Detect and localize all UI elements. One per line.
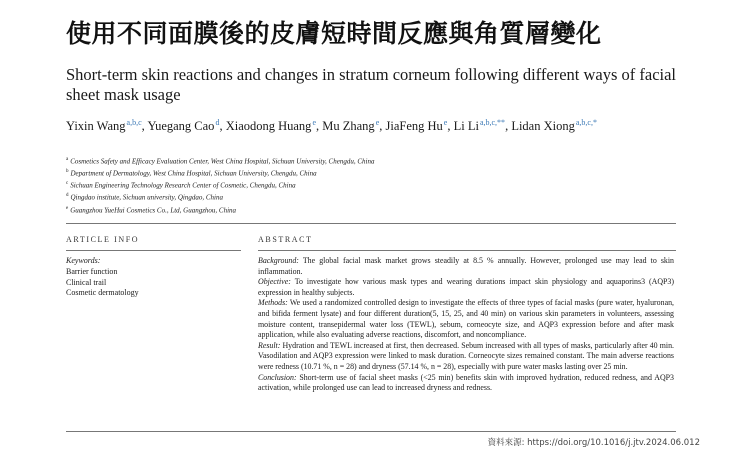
author: Lidan Xiong$^{a,b,c,*}$ — [511, 118, 597, 134]
keywords-heading: Keywords: — [66, 256, 101, 265]
footer-divider — [66, 431, 676, 432]
abstract-paragraph: Conclusion: Short-term use of facial sheet masks (<25 min) benefits skin with improved hydration, reduced redness, and AQP3 activation, while prolonged use can lead to increased dryness and redness. — [258, 372, 674, 393]
keyword: Barrier function — [66, 267, 118, 277]
author: Yixin Wang$^{a,b,c}$, — [66, 118, 145, 134]
chinese-title: 使用不同面膜後的皮膚短時間反應與角質層變化 — [66, 19, 602, 48]
author-affiliation-mark[interactable]: a,b,c,** — [479, 118, 506, 127]
affiliation: $^a$ Cosmetics Safety and Efficacy Evaluation Center, West China Hospital, Sichuan University, Chengdu, China — [66, 157, 375, 166]
author: JiaFeng Hu$^e$, — [385, 118, 451, 134]
affiliation-list — [66, 155, 666, 216]
affiliation: $^e$ Guangzhou YueHui Cosmetics Co., Ltd, Guangzhou, China — [66, 205, 237, 214]
abstract-text — [258, 256, 674, 394]
paper-title: Short-term skin reactions and changes in stratum corneum following different ways of facial sheet mask usage — [66, 65, 677, 104]
author: Yuegang Cao$^d$, — [147, 118, 223, 134]
author-affiliation-mark[interactable]: e — [312, 118, 316, 127]
abstract-label: Background: — [258, 256, 299, 265]
abstract-paragraph: Result: Hydration and TEWL increased at first, then decreased. Sebum increased with all types of masks, particularly after 40 min. Vasodilation and AQP3 expression were linked to mask duration. Corneocyte sizes remained constant. The main adverse reactions were redness (10.71 %, n = 28) and dryness (57.14 %, n = 28), especially with pure water masks lasting over 25 min. — [258, 340, 674, 371]
author-affiliation-mark[interactable]: a,b,c,* — [575, 118, 597, 127]
abstract-label: Objective: — [258, 277, 291, 287]
article-info-heading: ARTICLE INFO — [66, 235, 140, 244]
abstract-label: Result: — [258, 340, 281, 350]
keyword: Cosmetic dermatology — [66, 288, 139, 298]
keywords-block — [66, 256, 236, 299]
source-citation[interactable]: 資料來源: https://doi.org/10.1016/j.jtv.2024.06.012 — [487, 438, 700, 448]
abstract-paragraph: Background: The global facial mask market grows steadily at 8.5 % annually. However, prolonged use may lead to skin inflammation. — [258, 256, 674, 276]
author-affiliation-mark[interactable]: e — [443, 118, 448, 127]
abstract-label: Methods: — [258, 298, 288, 308]
author-affiliation-mark[interactable]: d — [215, 118, 220, 127]
abstract-paragraph: Objective: To investigate how various mask types and wearing durations impact skin physiology and aquaporins3 (AQP3) expression in healthy subjects. — [258, 277, 674, 297]
abstract-divider — [258, 250, 676, 251]
affiliation: $^b$ Department of Dermatology, West China Hospital, Sichuan University, Chengdu, China — [66, 169, 317, 178]
author-affiliation-mark[interactable]: e — [375, 118, 380, 127]
section-divider — [66, 223, 676, 224]
author: Li $Li^{a,b,c,**}$, — [453, 118, 509, 134]
keyword: Clinical trail — [66, 277, 107, 287]
author-list — [66, 115, 686, 134]
author: Xiaodong Huang$^e$, — [225, 118, 320, 134]
article-info-divider — [66, 250, 241, 251]
abstract-label: Conclusion: — [258, 372, 297, 382]
abstract-heading: ABSTRACT — [258, 235, 313, 244]
affiliation: $^d$ Qingdao institute, Sichuan university, Qingdao, China — [66, 193, 223, 202]
author-affiliation-mark[interactable]: a,b,c — [126, 118, 142, 127]
affiliation: $^c$ Sichuan Engineering Technology Research Center of Cosmetic, Chengdu, China — [66, 181, 296, 190]
abstract-paragraph: Methods: We used a randomized controlled design to investigate the effects of three types of facial masks (pure water, hyaluronan, and bifida ferment lysate) and four different duration(5, 15, 25, and 40 min) on various skin parameters in volunteers, assessing moisture content, transepidermal water loss (TEWL), sebum, corneocyte size, and AQP3 expression before and after mask application, while also evaluating adverse reactions, discomfort, and noncompliance. — [258, 298, 674, 340]
author: Mu Zhang$^e$, — [322, 118, 383, 134]
